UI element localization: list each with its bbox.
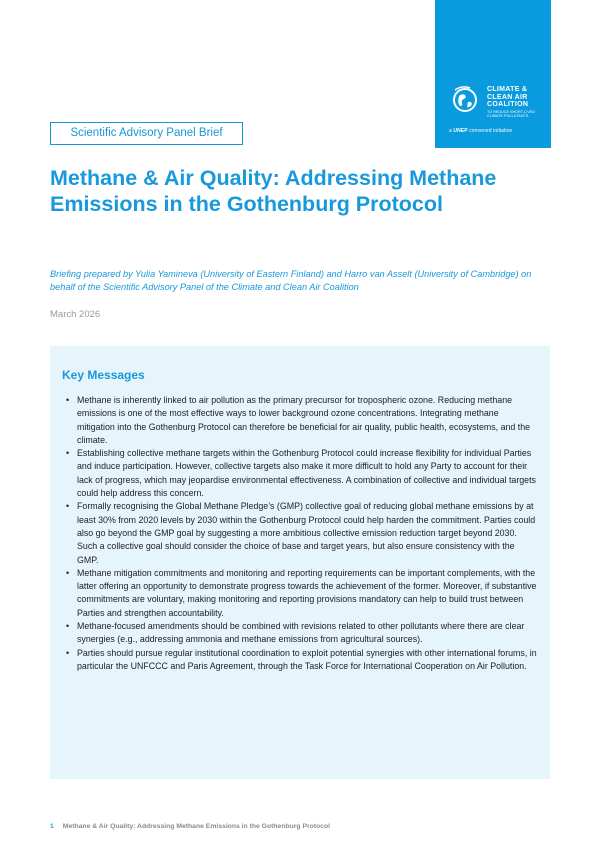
unep-convened-label (449, 128, 512, 134)
list-item-text: Methane-focused amendments should be combined with revisions related to other pollutants where there are clear synergies (e.g., addressing ammonia and methane emissions from agricultural sources). (77, 621, 525, 645)
key-messages-box (50, 346, 550, 779)
globe-logo-icon (450, 84, 480, 114)
key-messages-list (62, 394, 538, 673)
logo-tagline (487, 110, 535, 118)
page-number: 1 (50, 823, 54, 830)
bullet-icon: • (66, 501, 70, 512)
logo-line: CLEAN AIR (487, 93, 528, 101)
list-item (66, 647, 538, 674)
list-item-text: Formally recognising the Global Methane Pledge’s (GMP) collective goal of reducing global methane emissions by at least 30% from 2020 levels by 2030 within the Gothenburg Protocol could help harden the commitment. Parties could also go beyond the GMP goal by suggesting a more ambitious collective emission reduction target beyond 2030. Such a collective goal should consider the choice of base and target years, but also ensure consistency with the GMP. (77, 501, 536, 565)
list-item (66, 394, 538, 447)
key-messages-heading: Key Messages (62, 368, 145, 382)
bullet-icon: • (66, 567, 70, 578)
logo-line: CLIMATE & (487, 86, 528, 93)
list-item (66, 620, 538, 647)
list-item (66, 447, 538, 500)
list-item-text: Methane mitigation commitments and monitoring and reporting requirements can be important complements, with the latter offering an opportunity to demonstrate progress towards the achievement of the former. Moreover, if substantive commitments are voluntary, making monitoring and reporting provisions mandatory can help to build trust between Parties and strengthen accountability. (77, 567, 537, 618)
list-item (66, 500, 538, 566)
bullet-icon: • (66, 647, 70, 658)
convened-prefix: a (449, 128, 452, 134)
page-footer (50, 823, 330, 830)
list-item-text: Methane is inherently linked to air pollution as the primary precursor for tropospheric ozone. Reducing methane emissions is one of the most effective ways to lower background ozone concentrations. Integrating methane mitigation into the Gothenburg Protocol can therefore be beneficial for air quality, public health, ecosystems, and the climate. (77, 395, 531, 445)
brief-type-label: Scientific Advisory Panel Brief (50, 122, 243, 145)
unep-org: UNEP (453, 128, 468, 134)
coalition-logo-text (487, 86, 535, 118)
convened-suffix: convened initiative (469, 128, 513, 134)
logo-line: COALITION (487, 101, 529, 108)
list-item-text: Establishing collective methane targets within the Gothenburg Protocol could increase flexibility for individual Parties and induce participation. However, collective targets also make it more difficult to hold any Party to account for their lack of progress, which may jeopardise environmental effectiveness. A combination of collective and individual targets could help address this concern. (77, 448, 536, 499)
list-item-text: Parties should pursue regular institutional coordination to exploit potential synergies with other international forums, in particular the UNFCCC and Paris Agreement, through the Task Force for International Cooperation on Air Pollution. (77, 647, 537, 671)
running-title: Methane & Air Quality: Addressing Methane Emissions in the Gothenburg Protocol (62, 823, 331, 830)
bullet-icon: • (66, 621, 70, 632)
bullet-icon: • (66, 448, 70, 459)
logo-tagline-line: TO REDUCE SHORT-LIVED (487, 109, 536, 114)
publication-date: March 2026 (50, 309, 101, 320)
list-item (66, 567, 538, 620)
author-byline: Briefing prepared by Yulia Yamineva (University of Eastern Finland) and Harro van Asselt (University of Cambridge) on behalf of the Scientific Advisory Panel of the Climate and Clean Air Coalition (50, 269, 532, 292)
page-title: Methane & Air Quality: Addressing Methane Emissions in the Gothenburg Protocol (50, 166, 497, 216)
logo-tagline-line: CLIMATE POLLUTANTS (487, 113, 529, 118)
coalition-logo-panel (435, 0, 551, 148)
bullet-icon: • (66, 395, 70, 405)
